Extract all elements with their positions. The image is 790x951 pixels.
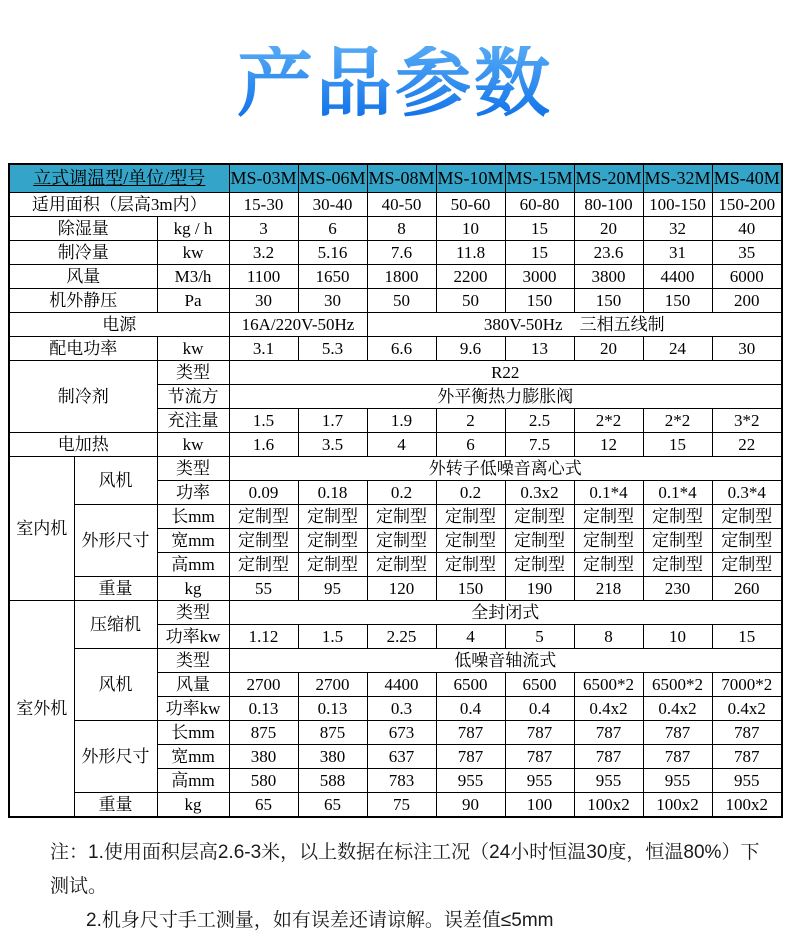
table-cell: 50 [436, 289, 505, 313]
table-cell: 218 [574, 577, 643, 601]
table-row [9, 793, 782, 818]
table-cell: 6 [436, 433, 505, 457]
table-cell: 3.5 [298, 433, 367, 457]
table-cell: 787 [712, 745, 782, 769]
table-cell: 定制型 [574, 505, 643, 529]
header-cell: MS-15M [505, 164, 574, 193]
table-cell: 23.6 [574, 241, 643, 265]
spec-table-body [9, 164, 782, 817]
table-cell: 787 [712, 721, 782, 745]
table-cell: 高mm [157, 553, 229, 577]
table-cell: 风量 [9, 265, 157, 289]
table-cell: kg / h [157, 217, 229, 241]
table-cell: 0.1*4 [574, 481, 643, 505]
table-cell: 380 [298, 745, 367, 769]
table-cell: 3800 [574, 265, 643, 289]
table-row [9, 265, 782, 289]
table-cell: 宽mm [157, 529, 229, 553]
table-cell: 1100 [229, 265, 298, 289]
table-cell: 2700 [229, 673, 298, 697]
table-cell: 16A/220V-50Hz [229, 313, 367, 337]
table-cell: 955 [643, 769, 712, 793]
table-cell: 0.4x2 [712, 697, 782, 721]
table-cell: 定制型 [298, 553, 367, 577]
table-cell: 定制型 [643, 553, 712, 577]
table-cell: 100x2 [643, 793, 712, 818]
table-cell: 55 [229, 577, 298, 601]
table-cell: 0.3*4 [712, 481, 782, 505]
table-cell: kg [157, 793, 229, 818]
table-row [9, 289, 782, 313]
header-cell: MS-06M [298, 164, 367, 193]
table-cell: 1.12 [229, 625, 298, 649]
table-cell: 机外静压 [9, 289, 157, 313]
table-cell: 定制型 [505, 529, 574, 553]
table-cell: 100 [505, 793, 574, 818]
table-cell: 15-30 [229, 193, 298, 217]
table-cell: 定制型 [367, 505, 436, 529]
table-cell: 12 [574, 433, 643, 457]
table-cell: 580 [229, 769, 298, 793]
table-cell: 全封闭式 [229, 601, 782, 625]
table-cell: 1.5 [229, 409, 298, 433]
header-cell: MS-10M [436, 164, 505, 193]
table-row [9, 433, 782, 457]
table-cell: 24 [643, 337, 712, 361]
table-cell: 1800 [367, 265, 436, 289]
table-cell: 380 [229, 745, 298, 769]
table-cell: 定制型 [505, 505, 574, 529]
table-cell: 外形尺寸 [74, 721, 157, 793]
table-cell: 787 [505, 721, 574, 745]
table-cell: 类型 [157, 649, 229, 673]
table-cell: 200 [712, 289, 782, 313]
table-cell: 定制型 [574, 529, 643, 553]
table-cell: 955 [505, 769, 574, 793]
table-cell: 673 [367, 721, 436, 745]
table-cell: 功率 [157, 481, 229, 505]
note-line-1: 注：1.使用面积层高2.6-3米，以上数据在标注工况（24小时恒温30度，恒温80%）下测试。 [50, 842, 760, 897]
table-cell: 588 [298, 769, 367, 793]
table-cell: 150-200 [712, 193, 782, 217]
table-cell: 外形尺寸 [74, 505, 157, 577]
table-cell: 风量 [157, 673, 229, 697]
table-cell: 1650 [298, 265, 367, 289]
table-cell: 100x2 [574, 793, 643, 818]
table-cell: 637 [367, 745, 436, 769]
table-cell: 0.2 [436, 481, 505, 505]
table-cell: 5.3 [298, 337, 367, 361]
table-cell: 2.5 [505, 409, 574, 433]
table-cell: Pa [157, 289, 229, 313]
table-cell: 3 [229, 217, 298, 241]
table-cell: 40-50 [367, 193, 436, 217]
table-cell: 0.4x2 [574, 697, 643, 721]
table-cell: 35 [712, 241, 782, 265]
table-cell: 5 [505, 625, 574, 649]
table-cell: 配电功率 [9, 337, 157, 361]
table-cell: 0.18 [298, 481, 367, 505]
table-cell: 955 [712, 769, 782, 793]
table-cell: 0.09 [229, 481, 298, 505]
table-cell: 4400 [367, 673, 436, 697]
table-cell: 95 [298, 577, 367, 601]
table-cell: 定制型 [367, 553, 436, 577]
table-cell: 20 [574, 337, 643, 361]
table-cell: 定制型 [367, 529, 436, 553]
table-cell: 15 [505, 217, 574, 241]
table-cell: 32 [643, 217, 712, 241]
table-cell: 955 [574, 769, 643, 793]
table-cell: 90 [436, 793, 505, 818]
table-cell: 定制型 [298, 505, 367, 529]
table-cell: 2*2 [574, 409, 643, 433]
table-cell: 65 [229, 793, 298, 818]
header-cell: MS-08M [367, 164, 436, 193]
table-cell: 30-40 [298, 193, 367, 217]
table-cell: 1.9 [367, 409, 436, 433]
table-cell: 0.1*4 [643, 481, 712, 505]
table-row [9, 505, 782, 529]
table-cell: 3000 [505, 265, 574, 289]
table-cell: 重量 [74, 793, 157, 818]
table-cell: 3*2 [712, 409, 782, 433]
header-cell: MS-03M [229, 164, 298, 193]
table-cell: 150 [643, 289, 712, 313]
table-cell: 风机 [74, 457, 157, 505]
table-cell: 787 [574, 745, 643, 769]
table-cell: 50 [367, 289, 436, 313]
table-cell: 150 [436, 577, 505, 601]
note-line-2: 2.机身尺寸手工测量，如有误差还请谅解。误差值≤5mm [86, 910, 554, 931]
table-cell: 节流方 [157, 385, 229, 409]
header-cell: 立式调温型/单位/型号 [9, 164, 229, 193]
table-cell: 10 [436, 217, 505, 241]
table-cell: 定制型 [712, 553, 782, 577]
table-cell: 230 [643, 577, 712, 601]
table-cell: 955 [436, 769, 505, 793]
table-cell: 100x2 [712, 793, 782, 818]
table-cell: 787 [436, 745, 505, 769]
table-cell: 高mm [157, 769, 229, 793]
table-cell: 定制型 [436, 529, 505, 553]
header-cell: MS-40M [712, 164, 782, 193]
table-cell: 0.4 [436, 697, 505, 721]
table-cell: 2*2 [643, 409, 712, 433]
table-cell: 功率kw [157, 697, 229, 721]
table-cell: 0.3 [367, 697, 436, 721]
table-cell: 380V-50Hz 三相五线制 [367, 313, 782, 337]
table-row [9, 193, 782, 217]
table-cell: 6 [298, 217, 367, 241]
table-cell: 功率kw [157, 625, 229, 649]
table-cell: 长mm [157, 505, 229, 529]
table-cell: 190 [505, 577, 574, 601]
table-cell: 1.7 [298, 409, 367, 433]
table-cell: 7000*2 [712, 673, 782, 697]
table-cell: 类型 [157, 361, 229, 385]
table-cell: 260 [712, 577, 782, 601]
table-cell: 4400 [643, 265, 712, 289]
table-cell: 外平衡热力膨胀阀 [229, 385, 782, 409]
table-cell: 6500 [505, 673, 574, 697]
table-cell: 定制型 [436, 505, 505, 529]
table-cell: 重量 [74, 577, 157, 601]
table-cell: 6500*2 [574, 673, 643, 697]
table-cell: 压缩机 [74, 601, 157, 649]
table-cell: 1.6 [229, 433, 298, 457]
table-cell: 电加热 [9, 433, 157, 457]
table-cell: kw [157, 337, 229, 361]
table-cell: 22 [712, 433, 782, 457]
table-cell: 类型 [157, 601, 229, 625]
header-cell: MS-32M [643, 164, 712, 193]
table-cell: 875 [229, 721, 298, 745]
table-cell: 0.4x2 [643, 697, 712, 721]
table-cell: 787 [574, 721, 643, 745]
table-cell: 2700 [298, 673, 367, 697]
table-cell: 宽mm [157, 745, 229, 769]
table-row [9, 577, 782, 601]
table-cell: 定制型 [574, 553, 643, 577]
table-cell: 100-150 [643, 193, 712, 217]
table-cell: 6000 [712, 265, 782, 289]
table-cell: 75 [367, 793, 436, 818]
table-cell: 外转子低噪音离心式 [229, 457, 782, 481]
table-cell: 室内机 [9, 457, 74, 601]
table-cell: 类型 [157, 457, 229, 481]
table-row [9, 601, 782, 625]
table-cell: 定制型 [298, 529, 367, 553]
table-cell: 30 [229, 289, 298, 313]
table-cell: 0.13 [298, 697, 367, 721]
spec-table [8, 163, 783, 818]
table-cell: 风机 [74, 649, 157, 721]
table-row [9, 721, 782, 745]
notes [50, 836, 760, 938]
table-cell: 定制型 [643, 529, 712, 553]
header-row [9, 164, 782, 193]
table-cell: 充注量 [157, 409, 229, 433]
page-title: 产品参数 [0, 46, 790, 122]
table-cell: 2.25 [367, 625, 436, 649]
table-cell: 定制型 [436, 553, 505, 577]
table-cell: 10 [643, 625, 712, 649]
table-cell: 制冷量 [9, 241, 157, 265]
table-cell: 50-60 [436, 193, 505, 217]
table-cell: 783 [367, 769, 436, 793]
table-cell: 电源 [9, 313, 229, 337]
table-cell: 6.6 [367, 337, 436, 361]
table-cell: 适用面积（层高3m内） [9, 193, 229, 217]
table-cell: 定制型 [505, 553, 574, 577]
table-cell: 30 [712, 337, 782, 361]
table-row [9, 361, 782, 385]
table-cell: kw [157, 433, 229, 457]
table-cell: 875 [298, 721, 367, 745]
table-cell: 1.5 [298, 625, 367, 649]
table-cell: 6500 [436, 673, 505, 697]
table-cell: 787 [505, 745, 574, 769]
table-cell: 787 [643, 721, 712, 745]
table-cell: 15 [643, 433, 712, 457]
table-cell: 7.6 [367, 241, 436, 265]
table-cell: 定制型 [712, 529, 782, 553]
table-cell: 80-100 [574, 193, 643, 217]
table-cell: 11.8 [436, 241, 505, 265]
table-cell: 4 [367, 433, 436, 457]
table-cell: 65 [298, 793, 367, 818]
table-cell: 2 [436, 409, 505, 433]
table-cell: kw [157, 241, 229, 265]
table-cell: 30 [298, 289, 367, 313]
table-cell: 5.16 [298, 241, 367, 265]
table-row [9, 457, 782, 481]
table-cell: 低噪音轴流式 [229, 649, 782, 673]
table-cell: 0.2 [367, 481, 436, 505]
header-cell: MS-20M [574, 164, 643, 193]
table-cell: 8 [574, 625, 643, 649]
table-cell: 40 [712, 217, 782, 241]
table-cell: 0.3x2 [505, 481, 574, 505]
table-row [9, 337, 782, 361]
table-cell: 13 [505, 337, 574, 361]
table-cell: 2200 [436, 265, 505, 289]
table-cell: 9.6 [436, 337, 505, 361]
table-cell: 定制型 [229, 529, 298, 553]
table-cell: 20 [574, 217, 643, 241]
table-cell: 150 [574, 289, 643, 313]
table-cell: 定制型 [229, 505, 298, 529]
table-cell: 150 [505, 289, 574, 313]
table-cell: 120 [367, 577, 436, 601]
table-cell: 定制型 [229, 553, 298, 577]
table-row [9, 241, 782, 265]
table-cell: 15 [505, 241, 574, 265]
table-cell: 15 [712, 625, 782, 649]
table-cell: 0.13 [229, 697, 298, 721]
table-cell: 长mm [157, 721, 229, 745]
table-cell: 787 [643, 745, 712, 769]
table-cell: 制冷剂 [9, 361, 157, 433]
table-cell: R22 [229, 361, 782, 385]
table-cell: 室外机 [9, 601, 74, 818]
table-row [9, 313, 782, 337]
table-cell: 31 [643, 241, 712, 265]
table-cell: 4 [436, 625, 505, 649]
table-cell: 787 [436, 721, 505, 745]
table-row [9, 217, 782, 241]
table-cell: 定制型 [643, 505, 712, 529]
table-cell: 0.4 [505, 697, 574, 721]
table-cell: 3.1 [229, 337, 298, 361]
table-cell: kg [157, 577, 229, 601]
table-cell: 60-80 [505, 193, 574, 217]
table-cell: M3/h [157, 265, 229, 289]
table-cell: 3.2 [229, 241, 298, 265]
table-cell: 8 [367, 217, 436, 241]
table-cell: 6500*2 [643, 673, 712, 697]
table-cell: 定制型 [712, 505, 782, 529]
table-row [9, 649, 782, 673]
table-cell: 除湿量 [9, 217, 157, 241]
table-cell: 7.5 [505, 433, 574, 457]
